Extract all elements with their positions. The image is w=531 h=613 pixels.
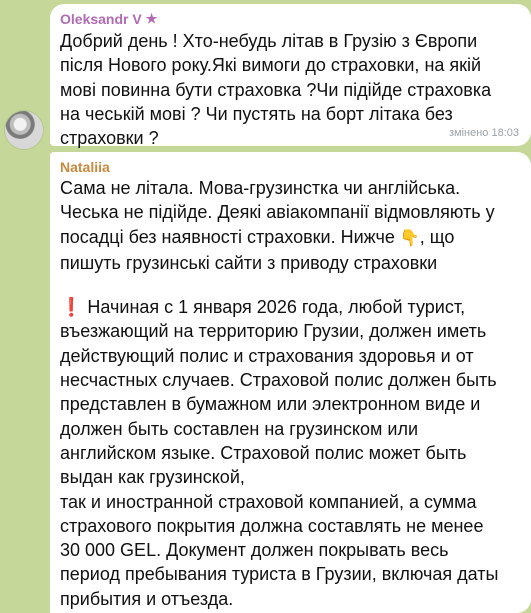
message-text [60, 176, 519, 275]
sender-name[interactable]: Oleksandr V [60, 11, 142, 27]
avatar[interactable] [5, 111, 43, 149]
pointing-down-emoji-icon: 👇 [399, 229, 420, 247]
quoted-text [60, 295, 519, 611]
message-bubble [50, 4, 531, 149]
exclamation-icon: ❗ [60, 297, 83, 318]
paragraph-gap [60, 275, 519, 295]
message-text-part: , що пишуть грузинські сайти з приводу страховки [60, 226, 455, 273]
sender-name[interactable]: Nataliia [60, 159, 110, 175]
message-text-part: Сама не літала. Мова-грузинстка чи англійська. Чеська не підійде. Деякі авіакомпанії відмовляють у посадці без наявності страховки. Нижче [60, 178, 495, 247]
message-text: Добрий день ! Хто-небудь літав в Грузію з Європи після Нового року.Які вимоги до страховки, на якій мові повинна бути страховка ?Чи підійде страховка на чеській мові ? Чи пустять на борт літака без страховки ? [60, 31, 492, 149]
message-sender[interactable] [60, 10, 519, 28]
star-icon: ★ [145, 11, 158, 26]
edited-timestamp: змінено 18:03 [448, 127, 519, 139]
message-sender[interactable] [60, 158, 519, 176]
message-bubble [50, 152, 531, 613]
quoted-text-body: Начиная с 1 января 2026 года, любой турист, въезжающий на территорию Грузии, должен иметь действующий полис и страхования здоровья и от несчастных случаев. Страховой полис должен быть представлен в бумажном или электронном виде и должен быть составлен на грузинском или английском языке. Страховой полис может быть выдан как грузинской, так и иностранной страховой компанией, а сумма страхового покрытия должна составлять не менее 30 000 GEL. Документ должен покрывать весь период пребывания туриста в Грузии, включая даты прибытия и отъезда. [60, 297, 499, 609]
